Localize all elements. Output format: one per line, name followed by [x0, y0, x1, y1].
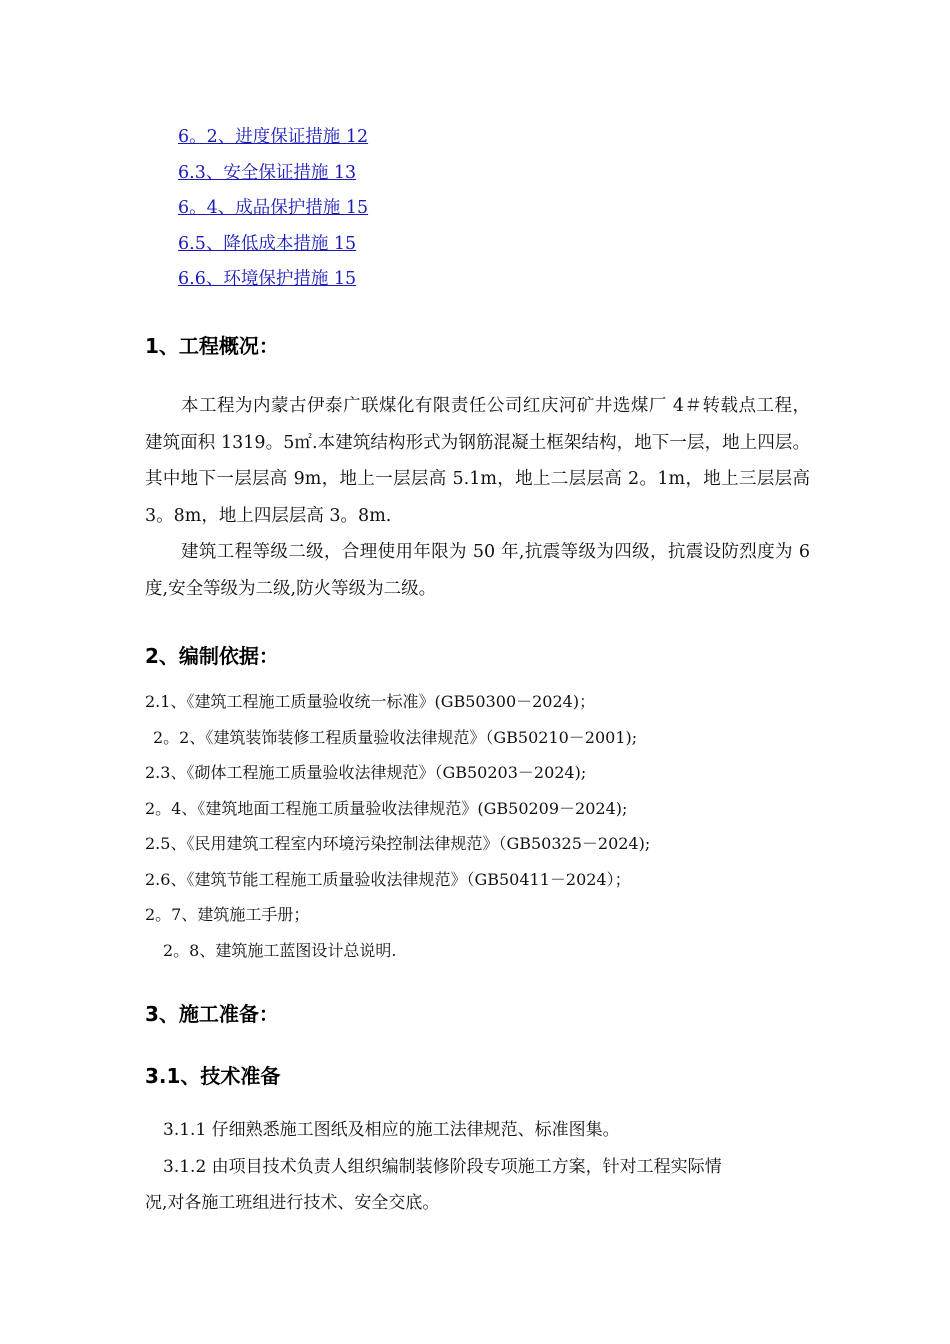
- table-of-contents: [178, 122, 778, 300]
- section-1-heading: 1、工程概况：: [145, 334, 279, 358]
- section-1-paragraph-2: [145, 534, 810, 607]
- technical-preparation-content: [145, 1112, 815, 1222]
- tech-item-3-1-2-continued: 况,对各施工班组进行技术、安全交底。: [145, 1193, 440, 1213]
- basis-item-2-6: 2.6、《建筑节能工程施工质量验收法律规范》（GB50411－2024）；: [145, 869, 631, 889]
- basis-item-2-2: 2。2、《建筑装饰装修工程质量验收法律规范》（GB50210－2001);: [153, 727, 638, 747]
- basis-item-2-7: 2。7、建筑施工手册；: [145, 905, 310, 924]
- basis-list: [145, 684, 825, 968]
- basis-item-2-8: 2。8、建筑施工蓝图设计总说明.: [163, 940, 397, 960]
- section-3-heading: 3、施工准备：: [145, 1002, 279, 1026]
- section-1-paragraph-1: [145, 388, 810, 534]
- toc-link-6-4[interactable]: 6。4、成品保护措施 15: [178, 198, 369, 218]
- section-1-paragraph-2-text: 建筑工程等级二级，合理使用年限为 50 年,抗震等级为四级，抗震设防烈度为 6 度,安全等级为二级,防火等级为二级。: [145, 542, 810, 599]
- toc-link-6-6[interactable]: 6.6、环境保护措施 15: [178, 269, 357, 289]
- basis-item-2-1: 2.1、《建筑工程施工质量验收统一标准》(GB50300－2024)；: [145, 692, 596, 711]
- toc-link-6-5[interactable]: 6.5、降低成本措施 15: [178, 233, 357, 254]
- basis-item-2-4: 2。4、《建筑地面工程施工质量验收法律规范》(GB50209－2024);: [145, 798, 628, 818]
- basis-item-2-3: 2.3、《砌体工程施工质量验收法律规范》（GB50203－2024);: [145, 763, 587, 782]
- toc-link-6-2[interactable]: 6。2、进度保证措施 12: [178, 127, 369, 147]
- toc-link-6-3[interactable]: 6.3、安全保证措施 13: [178, 162, 357, 183]
- section-2-heading: 2、编制依据：: [145, 644, 279, 668]
- basis-item-2-5: 2.5、《民用建筑工程室内环境污染控制法律规范》（GB50325－2024);: [145, 834, 651, 853]
- section-3-1-heading: 3.1、技术准备: [145, 1064, 281, 1088]
- tech-item-3-1-2: 3.1.2 由项目技术负责人组织编制装修阶段专项施工方案，针对工程实际情: [163, 1156, 722, 1177]
- section-1-paragraph-1-text: 本工程为内蒙古伊泰广联煤化有限责任公司红庆河矿井选煤厂 4＃转载点工程，建筑面积 1319。5㎡.本建筑结构形式为钢筋混凝土框架结构，地下一层，地上四层。其中地下一层层高 9m，地上一层层高 5.1m，地上二层层高 2。1m，地上三层层高 3。8m，地上四层层高 3。8m.: [145, 396, 810, 526]
- tech-item-3-1-1: 3.1.1 仔细熟悉施工图纸及相应的施工法律规范、标准图集。: [163, 1120, 620, 1140]
